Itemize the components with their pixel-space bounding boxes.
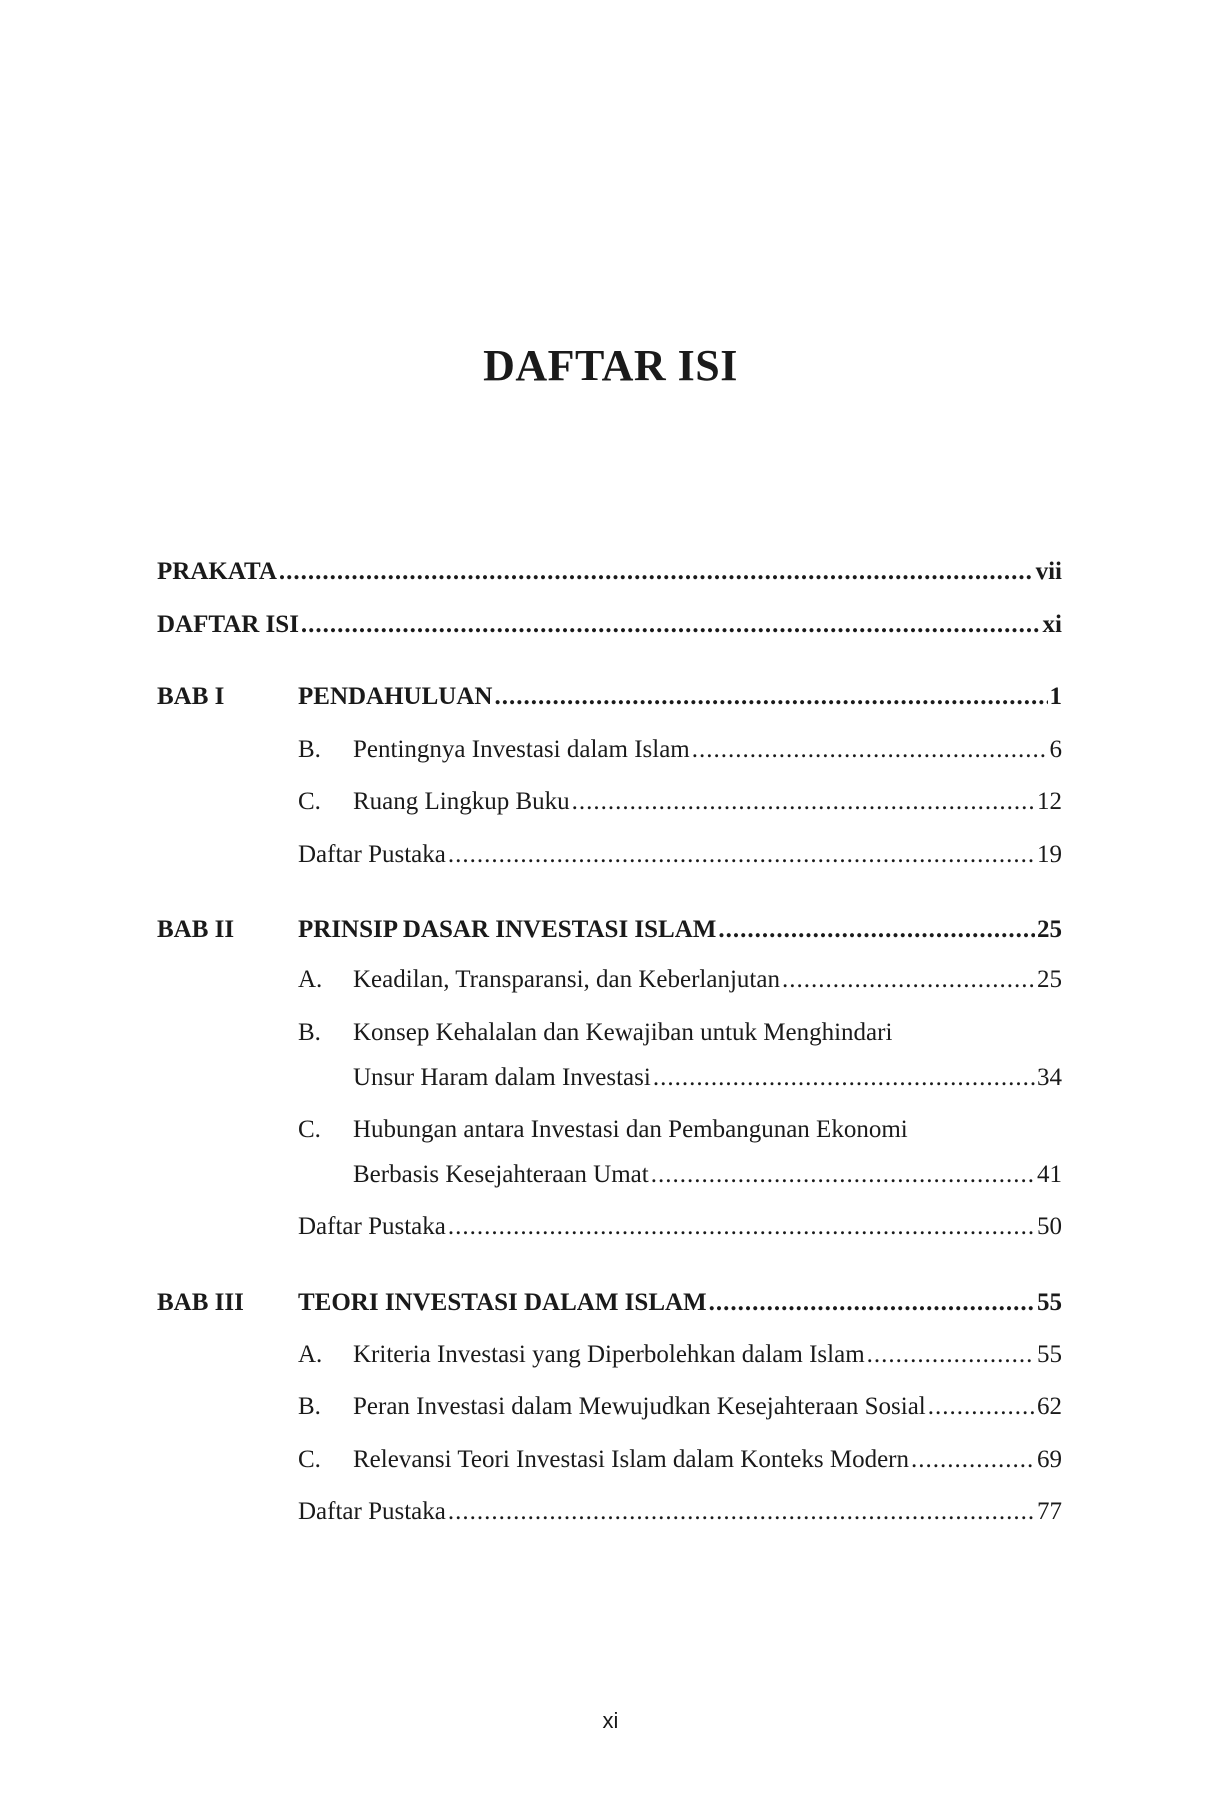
toc-section[interactable] [298,1341,1062,1369]
section-title-line2: Berbasis Kesejahteraan Umat [353,1161,649,1188]
leader-dots [448,841,1035,869]
section-letter: B. [298,1019,321,1046]
section-title-line2: Unsur Haram dalam Investasi [353,1064,651,1091]
toc-section[interactable] [298,1446,1062,1474]
leader-dots [653,1064,1035,1092]
entry-page: 62 [1037,1393,1062,1420]
section-letter: C. [298,1116,321,1143]
leader-dots [867,1341,1035,1369]
toc-entry-prakata[interactable] [157,558,1062,586]
entry-label: PRAKATA [157,558,277,585]
chapter-title: PENDAHULUAN [298,683,493,710]
section-letter: C. [298,1446,321,1473]
references-label: Daftar Pustaka [298,841,446,868]
entry-page: 50 [1037,1213,1062,1240]
entry-page: 77 [1037,1498,1062,1525]
references-label: Daftar Pustaka [298,1213,446,1240]
section-letter: A. [298,966,323,993]
leader-dots [692,736,1048,764]
entry-page: 25 [1037,916,1062,943]
section-title: Relevansi Teori Investasi Islam dalam Konteks Modern [353,1446,909,1473]
section-letter: B. [298,1393,321,1420]
leader-dots [928,1393,1035,1421]
references-label: Daftar Pustaka [298,1498,446,1525]
section-letter: C. [298,788,321,815]
section-letter: A. [298,1341,323,1368]
leader-dots [279,558,1034,586]
leader-dots [448,1498,1035,1526]
leader-dots [782,966,1035,994]
section-title: Kriteria Investasi yang Diperbolehkan dalam Islam [353,1341,865,1368]
entry-page: vii [1035,558,1062,585]
leader-dots [718,916,1035,944]
chapter-title: PRINSIP DASAR INVESTASI ISLAM [298,916,717,943]
entry-page: 1 [1049,683,1062,710]
toc-chapter-1[interactable] [298,683,1062,711]
toc-section-line2[interactable] [353,1161,1062,1189]
section-title: Ruang Lingkup Buku [353,788,570,815]
entry-page: 69 [1037,1446,1062,1473]
toc-section[interactable] [298,1393,1062,1421]
leader-dots [572,788,1035,816]
leader-dots [709,1289,1035,1317]
leader-dots [651,1161,1035,1189]
page-number: xi [602,1708,619,1733]
section-title-line1: Konsep Kehalalan dan Kewajiban untuk Menghindari [353,1019,893,1046]
entry-page: 55 [1037,1289,1062,1316]
toc-section-line1[interactable] [298,1019,892,1047]
chapter-tag: BAB I [157,683,225,710]
chapter-tag: BAB III [157,1289,244,1316]
section-title: Keadilan, Transparansi, dan Keberlanjutan [353,966,780,993]
toc-chapter-3[interactable] [298,1289,1062,1317]
toc-chapter-2[interactable] [298,916,1062,944]
toc-section[interactable] [298,736,1062,764]
section-title: Pentingnya Investasi dalam Islam [353,736,690,763]
toc-section-line2[interactable] [353,1064,1062,1092]
toc-references[interactable] [298,1498,1062,1526]
entry-page: 6 [1049,736,1062,763]
toc-section[interactable] [298,966,1062,994]
leader-dots [301,611,1041,639]
toc-references[interactable] [298,841,1062,869]
chapter-title: TEORI INVESTASI DALAM ISLAM [298,1289,707,1316]
toc-section[interactable] [298,788,1062,816]
entry-page: xi [1042,611,1062,638]
entry-label: DAFTAR ISI [157,611,299,638]
toc-section-line1[interactable] [298,1116,908,1144]
toc-entry-daftar-isi[interactable] [157,611,1062,639]
entry-page: 25 [1037,966,1062,993]
entry-page: 12 [1037,788,1062,815]
entry-page: 34 [1037,1064,1062,1091]
section-title: Peran Investasi dalam Mewujudkan Kesejahteraan Sosial [353,1393,926,1420]
toc-references[interactable] [298,1213,1062,1241]
entry-page: 41 [1037,1161,1062,1188]
chapter-tag: BAB II [157,916,235,943]
section-letter: B. [298,736,321,763]
entry-page: 19 [1037,841,1062,868]
leader-dots [494,683,1047,711]
leader-dots [448,1213,1035,1241]
section-title-line1: Hubungan antara Investasi dan Pembangunan Ekonomi [353,1116,908,1143]
page-title: DAFTAR ISI [483,341,738,390]
leader-dots [911,1446,1035,1474]
entry-page: 55 [1037,1341,1062,1368]
